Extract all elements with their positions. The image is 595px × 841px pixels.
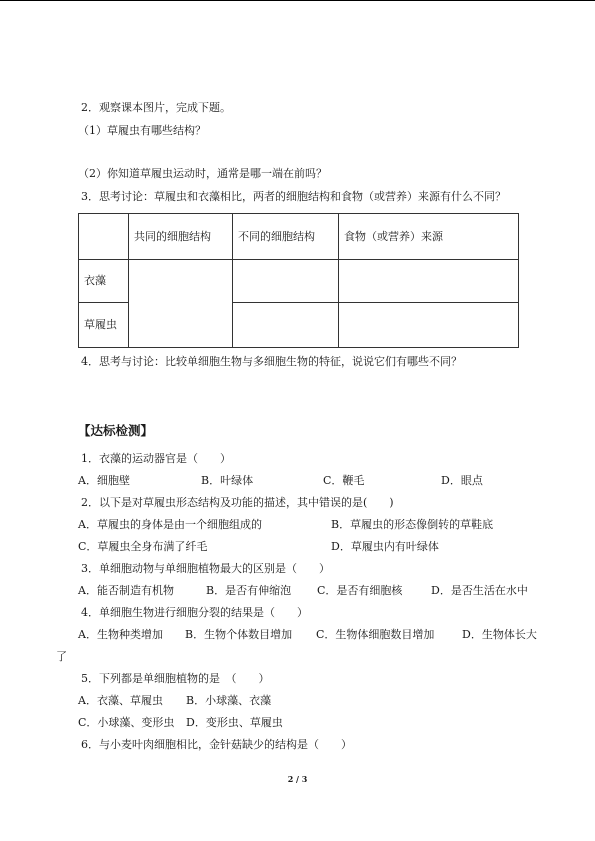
question-3: 3．思考讨论：草履虫和衣藻相比，两者的细胞结构和食物（或营养）来源有什么不同？ xyxy=(81,190,506,203)
table-row-label-chlamydomonas: 衣藻 xyxy=(79,260,129,303)
table-header-different: 不同的细胞结构 xyxy=(233,214,339,260)
table-cell xyxy=(339,303,519,348)
test-5-option-b: B．小球藻、衣藻 xyxy=(186,694,272,707)
test-4-question: 4．单细胞生物进行细胞分裂的结果是（ ） xyxy=(81,606,308,619)
test-6-question: 6．与小麦叶肉细胞相比，金针菇缺少的结构是（ ） xyxy=(81,738,352,751)
test-3-option-a: A．能否制造有机物 xyxy=(78,584,174,597)
table-row-label-paramecium: 草履虫 xyxy=(79,303,129,348)
table-cell-common xyxy=(129,260,233,348)
test-1-option-b: B．叶绿体 xyxy=(201,474,254,487)
test-1-option-c: C．鞭毛 xyxy=(323,474,365,487)
table-cell xyxy=(233,303,339,348)
test-1-option-a: A．细胞壁 xyxy=(78,474,130,487)
test-2-question: 2．以下是对草履虫形态结构及功能的描述，其中错误的是( ) xyxy=(81,496,394,509)
page-number: 2 / 3 xyxy=(287,774,308,784)
comparison-table xyxy=(78,213,519,348)
test-3-option-b: B．是否有伸缩泡 xyxy=(206,584,292,597)
question-2-2: （2）你知道草履虫运动时，通常是哪一端在前吗？ xyxy=(78,167,327,180)
test-3-option-d: D．是否生活在水中 xyxy=(431,584,528,597)
test-4-option-c: C．生物体细胞数目增加 xyxy=(316,628,435,641)
question-2-1: （1）草履虫有哪些结构？ xyxy=(78,124,206,137)
test-2-option-b: B．草履虫的形态像倒转的草鞋底 xyxy=(331,518,494,531)
test-5-option-c: C．小球藻、变形虫 xyxy=(78,716,175,729)
test-3-question: 3．单细胞动物与单细胞植物最大的区别是（ ） xyxy=(81,562,330,575)
test-2-option-c: C．草履虫全身布满了纤毛 xyxy=(78,540,208,553)
question-2: 2．观察课本图片，完成下题。 xyxy=(81,101,231,114)
test-5-question: 5．下列都是单细胞植物的是 （ ） xyxy=(81,672,270,685)
test-4-option-a: A．生物种类增加 xyxy=(78,628,163,641)
test-2-option-a: A．草履虫的身体是由一个细胞组成的 xyxy=(78,518,262,531)
test-4-option-d: D．生物体长大 xyxy=(462,628,537,641)
test-2-option-d: D．草履虫内有叶绿体 xyxy=(331,540,439,553)
question-4: 4．思考与讨论：比较单细胞生物与多细胞生物的特征，说说它们有哪些不同？ xyxy=(81,355,462,368)
test-4-option-b: B．生物个体数目增加 xyxy=(185,628,293,641)
test-5-option-a: A．衣藻、草履虫 xyxy=(78,694,163,707)
section-title: 【达标检测】 xyxy=(78,423,154,438)
table-header-food: 食物（或营养）来源 xyxy=(339,214,519,260)
test-1-option-d: D．眼点 xyxy=(441,474,483,487)
table-header-empty xyxy=(79,214,129,260)
table-cell xyxy=(339,260,519,303)
test-4-option-d-wrap: 了 xyxy=(56,650,67,663)
test-1-question: 1．衣藻的运动器官是（ ） xyxy=(81,452,231,465)
table-cell xyxy=(233,260,339,303)
top-rule xyxy=(0,0,595,1)
table-header-common: 共同的细胞结构 xyxy=(129,214,233,260)
test-5-option-d: D．变形虫、草履虫 xyxy=(186,716,283,729)
test-3-option-c: C．是否有细胞核 xyxy=(317,584,403,597)
